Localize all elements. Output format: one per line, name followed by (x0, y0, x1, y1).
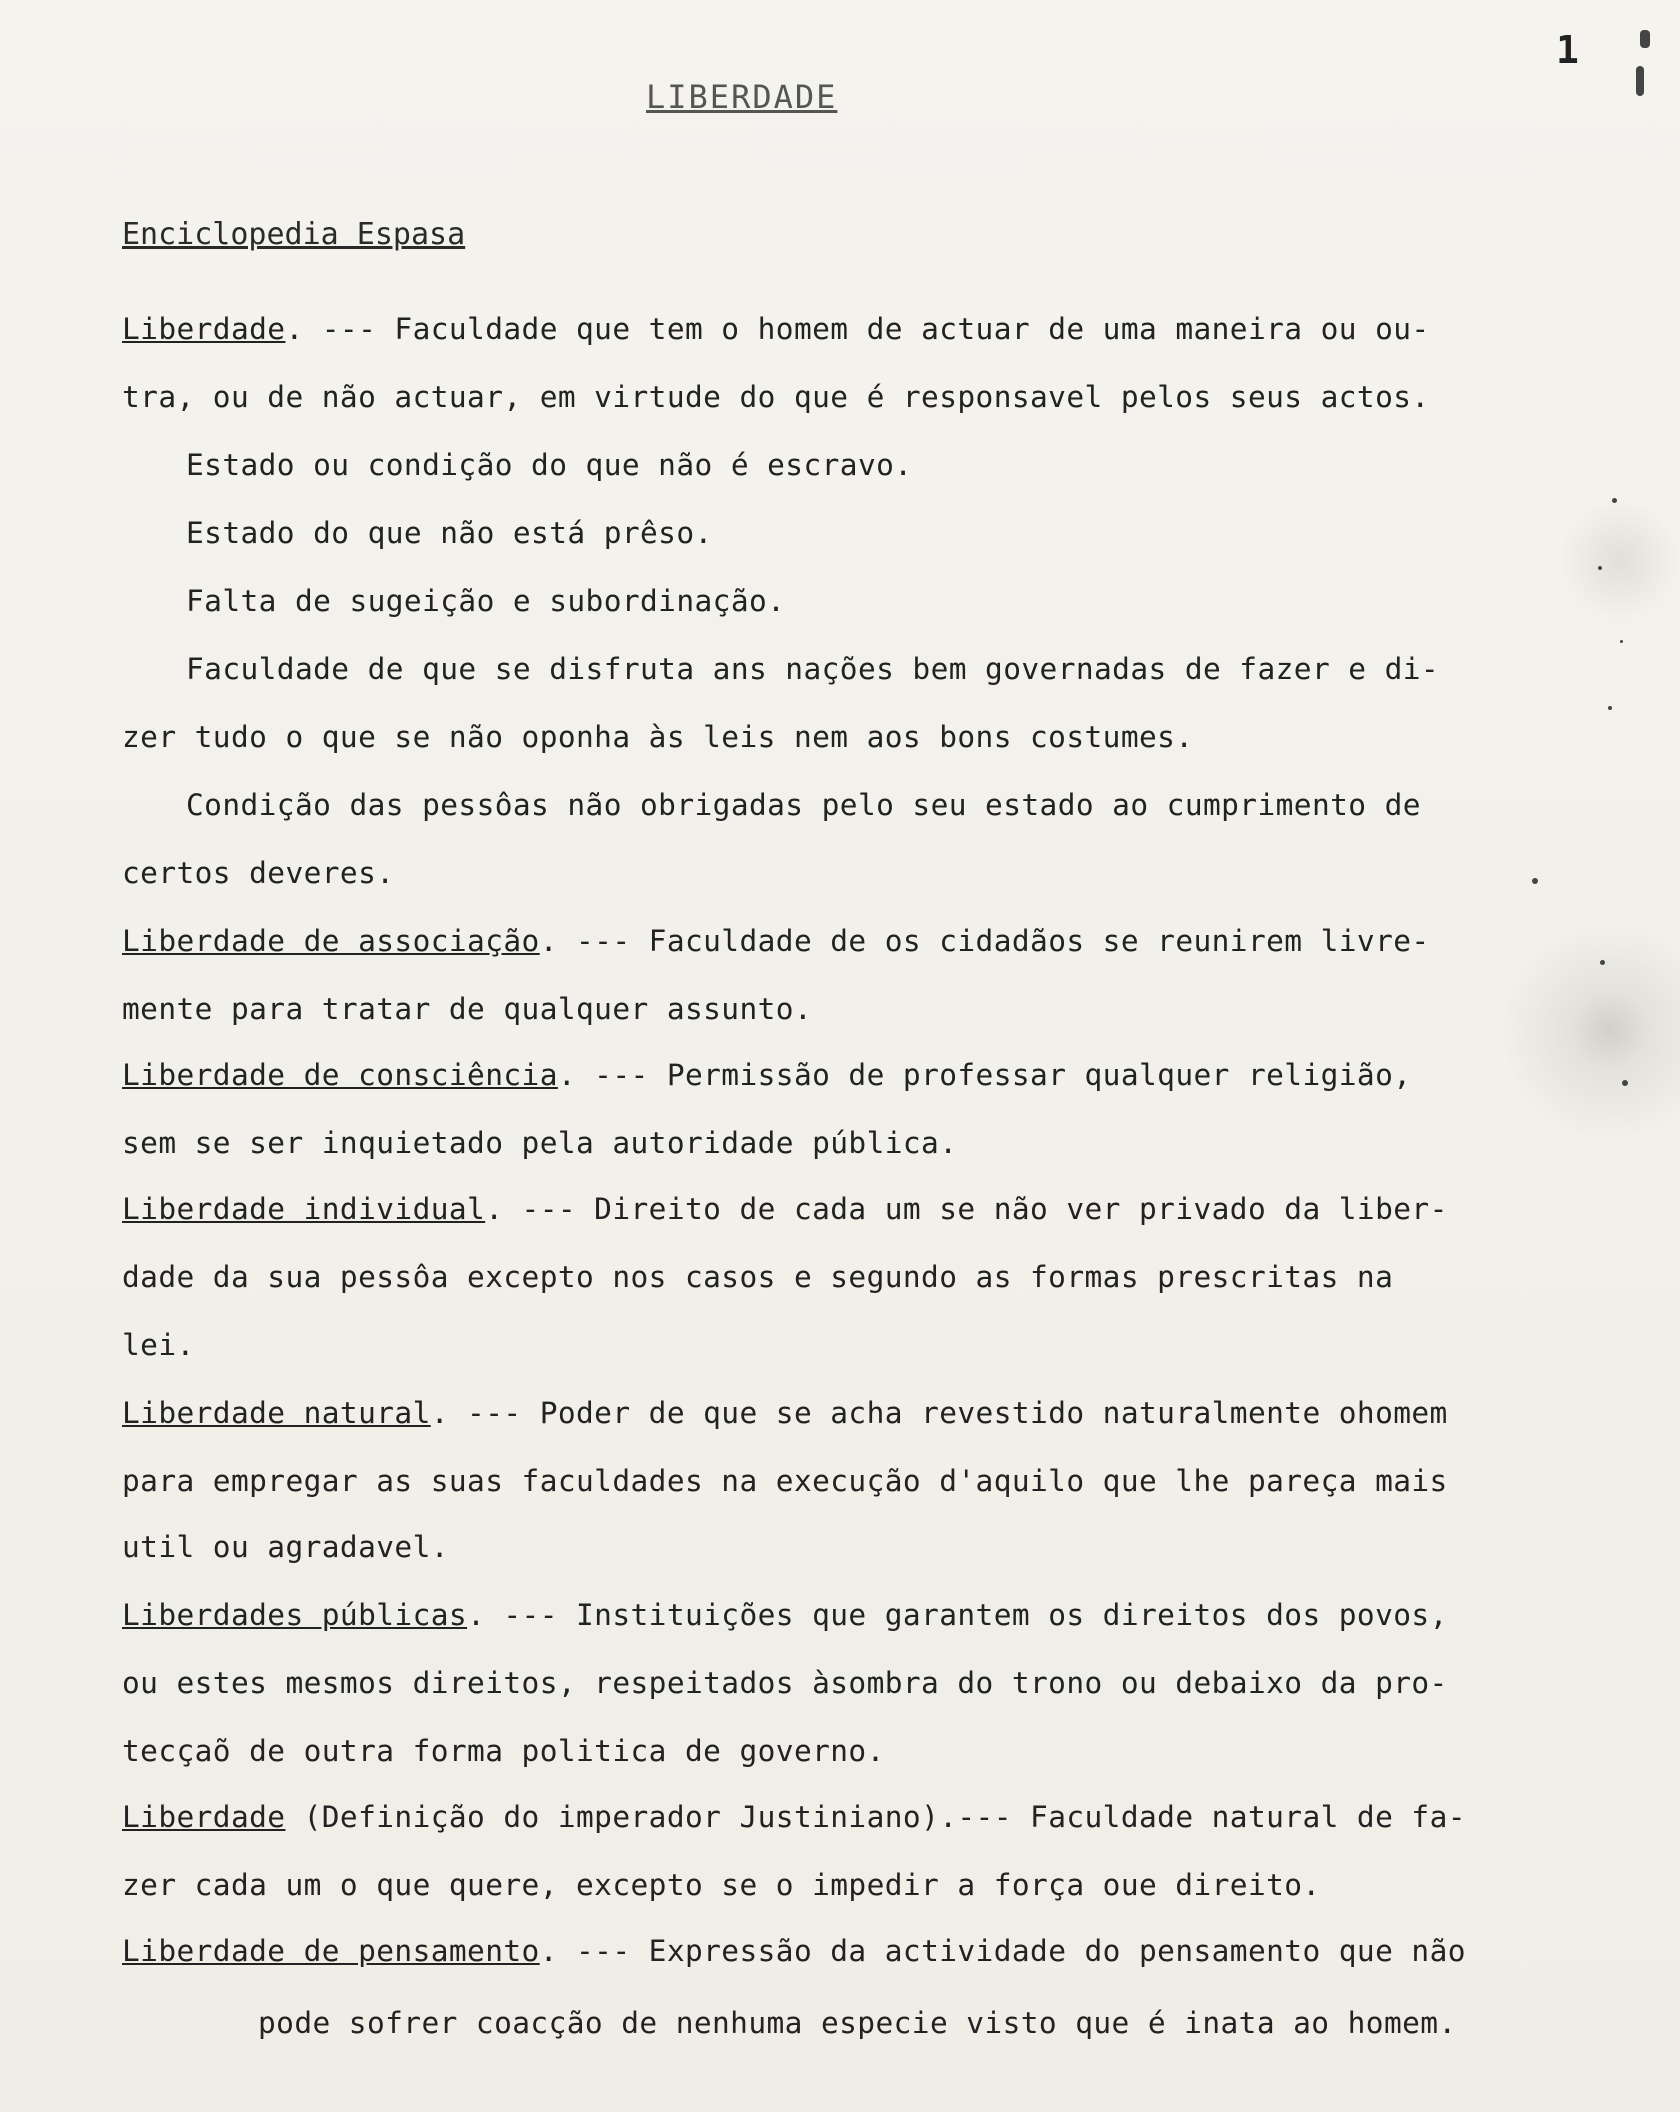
scan-speck (1612, 498, 1617, 503)
entry-term: Liberdade (122, 312, 286, 346)
scan-speck (1598, 566, 1602, 570)
source-heading: Enciclopedia Espasa (122, 217, 466, 252)
entry-line: dade da sua pessôa excepto nos casos e segundo as formas prescritas na (122, 1260, 1394, 1294)
scan-speck (1620, 640, 1623, 643)
scan-speck (1622, 1080, 1628, 1086)
entry-line: lei. (122, 1328, 195, 1362)
entry-line (122, 312, 1430, 346)
entry-text: . --- Expressão da actividade do pensamento que não (539, 1934, 1466, 1968)
entry-text: . --- Permissão de professar qualquer religião, (557, 1058, 1412, 1092)
entry-line: sem se ser inquietado pela autoridade pública. (122, 1126, 958, 1160)
entry-line (122, 1058, 1411, 1092)
entry-line (122, 1192, 1448, 1226)
entry-line (122, 924, 1430, 958)
entry-term: Liberdades públicas (122, 1598, 468, 1632)
entry-line: Faculdade de que se disfruta ans nações bem governadas de fazer e di- (186, 652, 1440, 686)
entry-text: (Definição do imperador Justiniano).--- Faculdade natural de fa- (285, 1800, 1466, 1834)
entry-line: ou estes mesmos direitos, respeitados àsombra do trono ou debaixo da pro- (122, 1666, 1448, 1700)
entry-term: Liberdade (122, 1800, 286, 1834)
entry-line (122, 1396, 1448, 1430)
entry-line (122, 1598, 1448, 1632)
entry-line (122, 1800, 1466, 1834)
entry-line: util ou agradavel. (122, 1530, 449, 1564)
entry-line: pode sofrer coacção de nenhuma especie visto que é inata ao homem. (258, 2006, 1457, 2040)
entry-line (122, 1934, 1466, 1968)
entry-text: . --- Instituições que garantem os direitos dos povos, (467, 1598, 1448, 1632)
entry-line: tecçaõ de outra forma politica de governo. (122, 1734, 885, 1768)
entry-line: para empregar as suas faculdades na execução d'aquilo que lhe pareça mais (122, 1464, 1448, 1498)
entry-term: Liberdade de associação (122, 924, 540, 958)
scan-speck (1600, 960, 1605, 965)
scan-speck (1608, 706, 1612, 710)
entry-term: Liberdade individual (122, 1192, 486, 1226)
scan-speck (1640, 30, 1650, 48)
entry-text: . --- Faculdade de os cidadãos se reunirem livre- (539, 924, 1430, 958)
entry-text: . --- Direito de cada um se não ver privado da liber- (485, 1192, 1448, 1226)
scan-speck (1532, 878, 1538, 884)
entry-line: mente para tratar de qualquer assunto. (122, 992, 813, 1026)
entry-line: zer cada um o que quere, excepto se o impedir a força oue direito. (122, 1868, 1321, 1902)
entry-line: tra, ou de não actuar, em virtude do que é responsavel pelos seus actos. (122, 380, 1430, 414)
entry-line: certos deveres. (122, 856, 395, 890)
entry-line: Condição das pessôas não obrigadas pelo seu estado ao cumprimento de (186, 788, 1421, 822)
entry-line: Estado do que não está prêso. (186, 516, 713, 550)
entry-text: . --- Faculdade que tem o homem de actuar de uma maneira ou ou- (285, 312, 1430, 346)
entry-line: zer tudo o que se não oponha às leis nem aos bons costumes. (122, 720, 1194, 754)
entry-line: Estado ou condição do que não é escravo. (186, 448, 913, 482)
entry-term: Liberdade de consciência (122, 1058, 558, 1092)
entry-line: Falta de sugeição e subordinação. (186, 584, 786, 618)
scan-speck (1636, 66, 1644, 96)
entry-term: Liberdade de pensamento (122, 1934, 540, 1968)
page-number: 1 (1556, 28, 1579, 72)
entry-text: . --- Poder de que se acha revestido naturalmente ohomem (430, 1396, 1448, 1430)
document-title: LIBERDADE (646, 78, 838, 116)
entry-term: Liberdade natural (122, 1396, 431, 1430)
